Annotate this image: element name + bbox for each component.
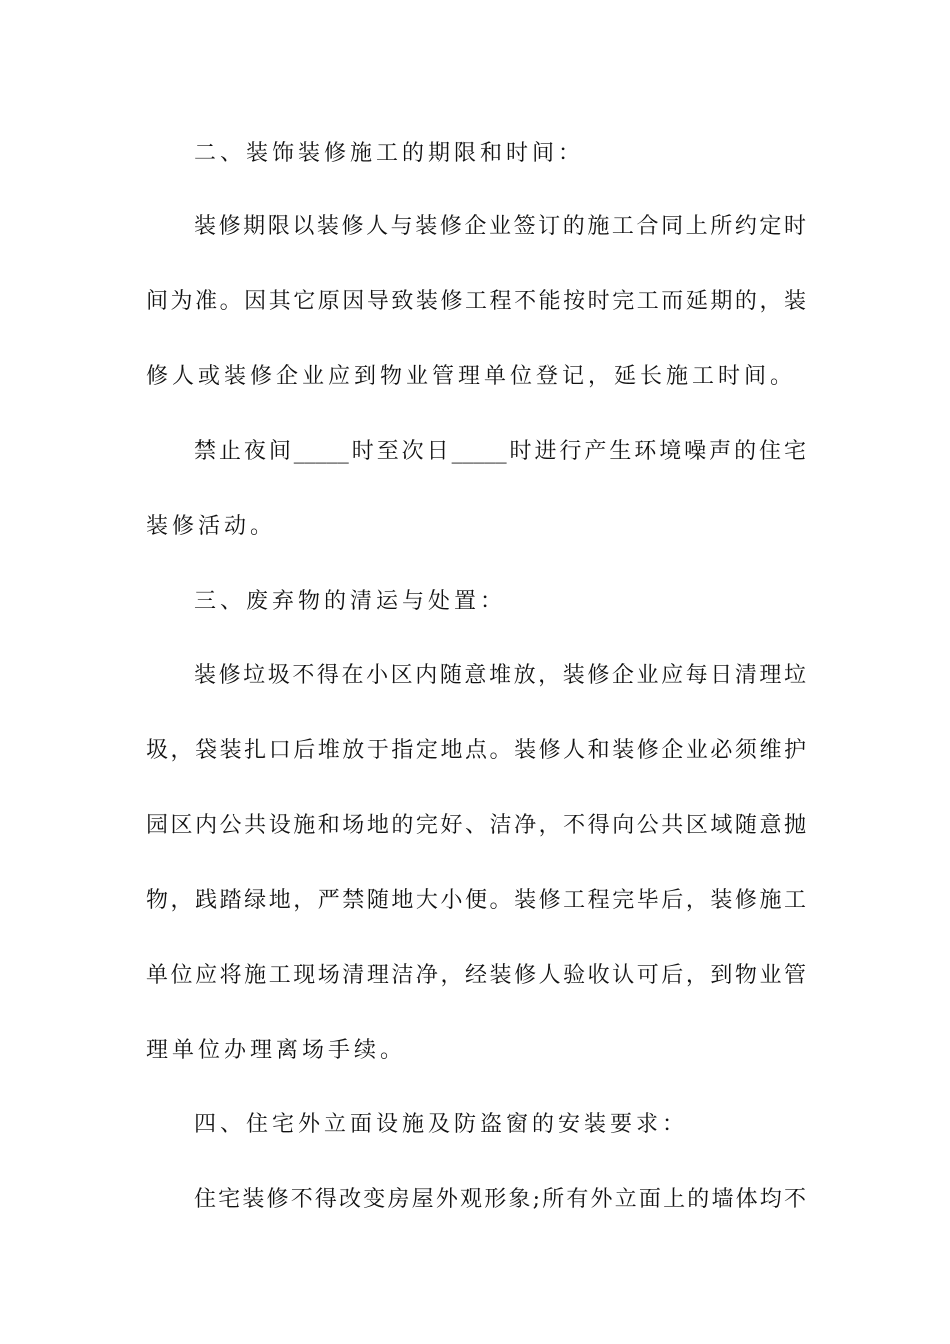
- paragraph-line: 间为准。因其它原因导致装修工程不能按时完工而延期的，装: [146, 289, 806, 314]
- paragraph-line: 单位应将施工现场清理洁净，经装修人验收认可后，到物业管: [146, 963, 806, 988]
- paragraph-line: 禁止夜间_____时至次日_____时进行产生环境噪声的住宅: [194, 439, 806, 464]
- paragraph-line: 装修期限以装修人与装修企业签订的施工合同上所约定时: [194, 214, 806, 239]
- paragraph-line: 装修活动。: [146, 514, 277, 539]
- paragraph-line: 圾，袋装扎口后堆放于指定地点。装修人和装修企业必须维护: [146, 738, 806, 763]
- paragraph-line: 物，践踏绿地，严禁随地大小便。装修工程完毕后，装修施工: [146, 888, 806, 913]
- paragraph-line: 修人或装修企业应到物业管理单位登记，延长施工时间。: [146, 364, 797, 389]
- paragraph-line: 装修垃圾不得在小区内随意堆放，装修企业应每日清理垃: [194, 663, 806, 688]
- section-heading-2: 二、装饰装修施工的期限和时间：: [194, 141, 585, 166]
- paragraph-line: 园区内公共设施和场地的完好、洁净，不得向公共区域随意抛: [146, 813, 806, 838]
- paragraph-line: 住宅装修不得改变房屋外观形象;所有外立面上的墙体均不: [194, 1187, 806, 1212]
- section-heading-3: 三、废弃物的清运与处置：: [194, 589, 507, 614]
- section-heading-4: 四、住宅外立面设施及防盗窗的安装要求：: [194, 1112, 689, 1137]
- paragraph-line: 理单位办理离场手续。: [146, 1038, 407, 1063]
